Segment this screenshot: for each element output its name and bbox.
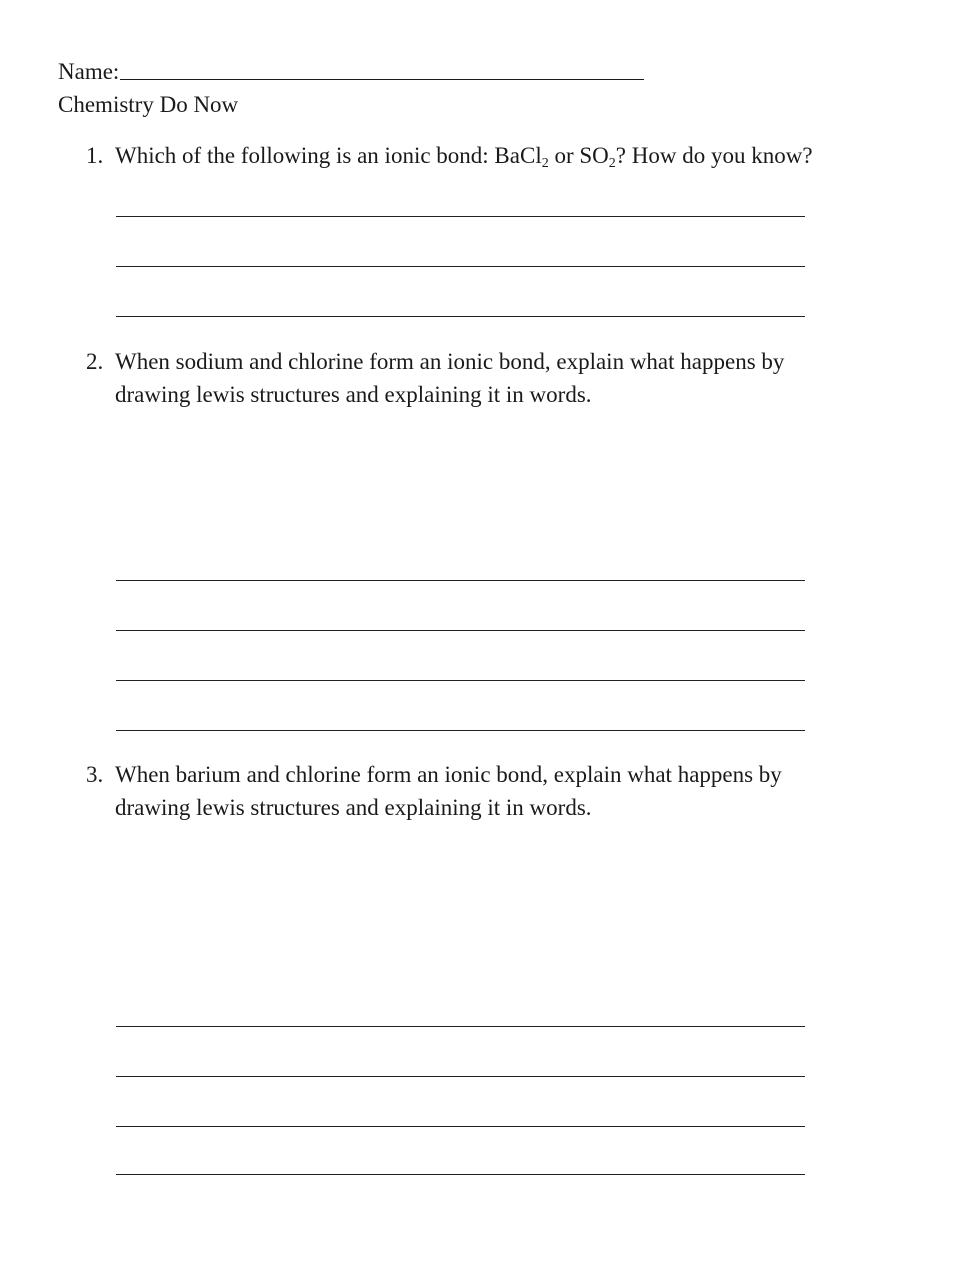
question-3-number: 3.: [86, 762, 104, 787]
question-3-answer-line[interactable]: [116, 1126, 805, 1127]
question-1-text: [115, 139, 905, 172]
question-2-number: 2.: [86, 349, 104, 374]
question-3-answer-line[interactable]: [116, 1174, 805, 1175]
page-title: Chemistry Do Now: [58, 92, 239, 117]
question-2-answer-line[interactable]: [116, 630, 805, 631]
question-1-text-before: Which of the following is an ionic bond: BaCl: [115, 143, 542, 168]
question-2-line-1: When sodium and chlorine form an ionic bond, explain what happens by: [115, 349, 785, 374]
question-3-answer-line[interactable]: [116, 1076, 805, 1077]
question-2-answer-line[interactable]: [116, 730, 805, 731]
question-3-line-1: When barium and chlorine form an ionic bond, explain what happens by: [115, 762, 782, 787]
question-1-text-mid: or SO: [548, 143, 609, 168]
question-1-number: 1.: [86, 143, 104, 168]
name-row: [58, 58, 644, 86]
question-1-answer-line[interactable]: [116, 266, 805, 267]
question-1-text-after: ? How do you know?: [615, 143, 813, 168]
question-1-answer-line[interactable]: [116, 216, 805, 217]
question-1-answer-line[interactable]: [116, 316, 805, 317]
question-2-answer-line[interactable]: [116, 680, 805, 681]
name-label: Name:: [58, 59, 120, 84]
question-2-line-2: drawing lewis structures and explaining it in words.: [115, 382, 592, 407]
question-3-line-2: drawing lewis structures and explaining it in words.: [115, 795, 592, 820]
question-3-answer-line[interactable]: [116, 1026, 805, 1027]
name-field[interactable]: [120, 78, 644, 80]
question-2-answer-line[interactable]: [116, 580, 805, 581]
question-1-subscript-2: 2: [608, 156, 616, 171]
question-1-subscript-1: 2: [541, 156, 549, 171]
